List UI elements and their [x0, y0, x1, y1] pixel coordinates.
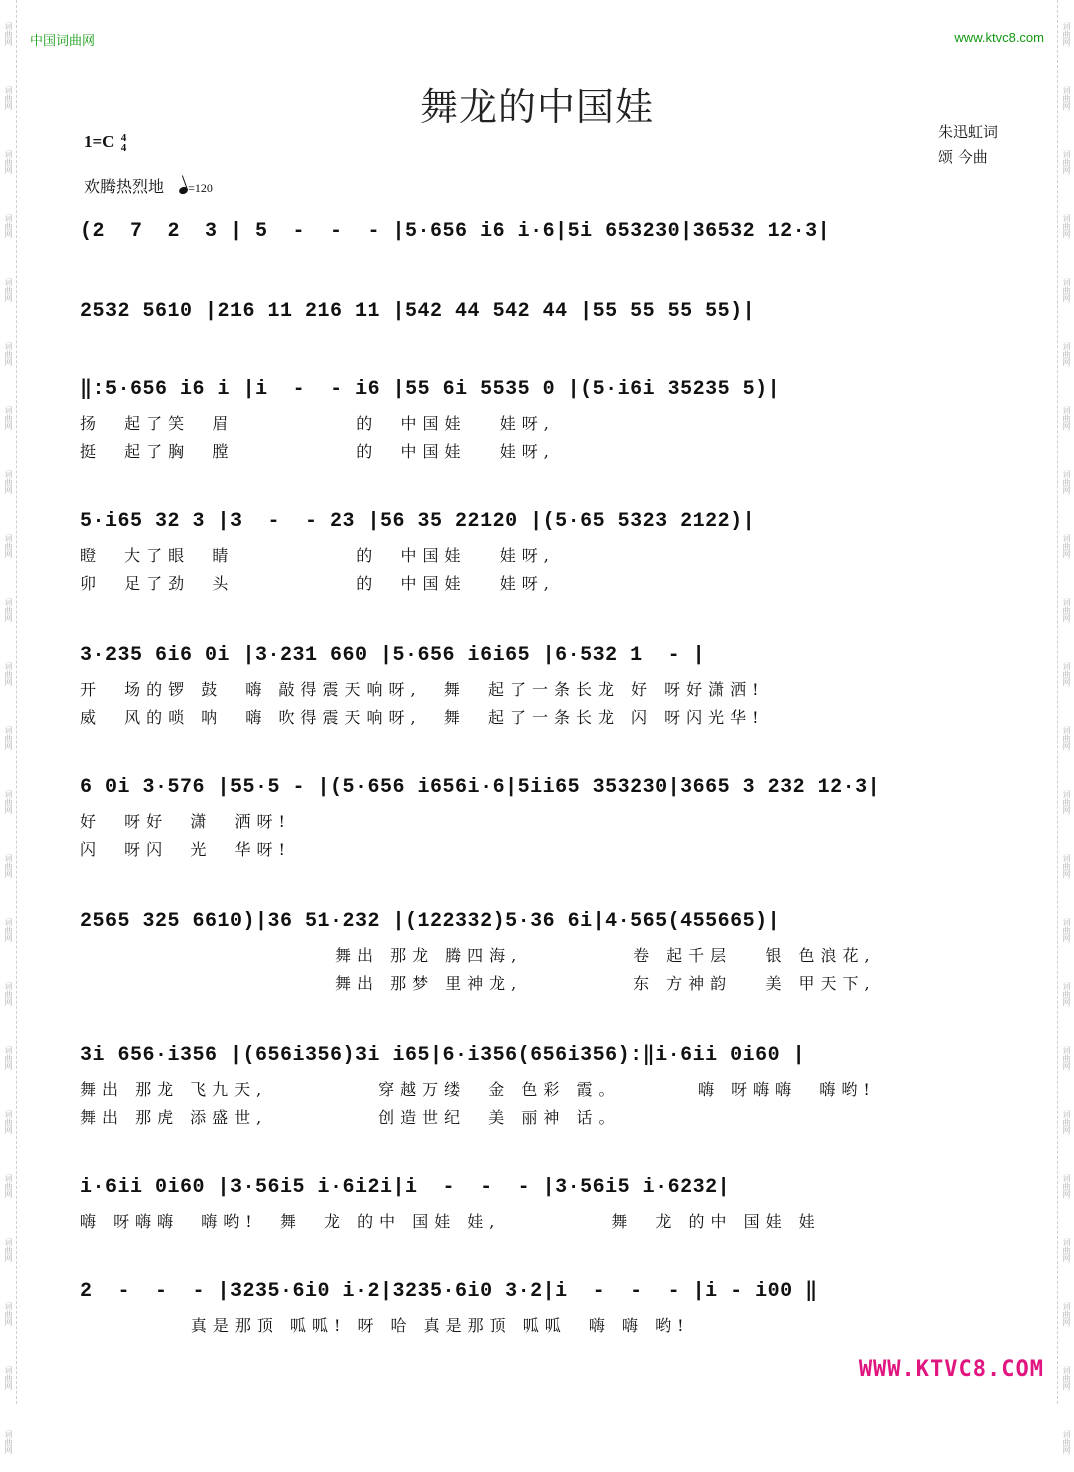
side-watermark-text: 词曲网	[1062, 918, 1071, 942]
side-watermark-text: 词曲网	[1062, 662, 1071, 686]
side-watermark-text: 词曲网	[4, 406, 13, 430]
side-watermark-text: 词曲网	[4, 982, 13, 1006]
side-watermark-text: 词曲网	[4, 662, 13, 686]
side-watermark-text: 词曲网	[1062, 342, 1071, 366]
side-watermark-text: 词曲网	[1062, 278, 1071, 302]
song-title: 舞龙的中国娃	[419, 85, 654, 129]
side-watermark-text: 词曲网	[4, 534, 13, 558]
credits	[938, 120, 998, 170]
side-watermark-text: 词曲网	[4, 1174, 13, 1198]
tempo-value: =120	[188, 181, 213, 195]
score-system	[80, 370, 998, 466]
side-watermark-text: 词曲网	[1062, 1174, 1071, 1198]
side-watermark-text: 词曲网	[4, 598, 13, 622]
lyric-line: 闪 呀闪 光 华呀!	[80, 840, 291, 859]
lyric-line: 威 风的唢 呐 嗨 吹得震天响呀, 舞 起了一条长龙 闪 呀闪光华!	[80, 708, 765, 727]
composer: 颂 今曲	[937, 148, 988, 166]
site-name[interactable]: 中国词曲网	[30, 33, 96, 48]
side-watermark-text: 词曲网	[1062, 726, 1071, 750]
side-watermark-text: 词曲网	[4, 150, 13, 174]
lyric-line: 扬 起了笑 眉 的 中国娃 娃呀,	[80, 414, 555, 433]
notation-line: (2 7 2 3 | 5 - - - |5·656 i6 i·6|5i 653230|36532 12·3|	[80, 220, 831, 243]
lyric-line: 好 呀好 潇 洒呀!	[80, 812, 291, 831]
side-watermark-text: 词曲网	[4, 86, 13, 110]
lyric-line: 舞出 那虎 添盛世, 创造世纪 美 丽神 话。	[80, 1108, 621, 1127]
notation-line: 6 0i 3·576 |55·5 - |(5·656 i656i·6|5ii65 353230|3665 3 232 12·3|	[80, 776, 881, 799]
tempo-text: 欢腾热烈地	[84, 177, 165, 196]
side-watermark-text: 词曲网	[4, 790, 13, 814]
lyric-line: 舞出 那龙 飞九天, 穿越万缕 金 色彩 霞。 嗨 呀嗨嗨 嗨哟!	[80, 1080, 876, 1099]
side-watermark-text: 词曲网	[4, 1366, 13, 1390]
lyric-line: 舞出 那梦 里神龙, 东 方神韵 美 甲天下,	[80, 974, 876, 993]
notation-line: i·6ii 0i60 |3·56i5 i·6i2i|i - - - |3·56i5 i·6232|	[80, 1176, 731, 1199]
score-system	[80, 212, 998, 252]
side-watermark-text: 词曲网	[4, 342, 13, 366]
footer-watermark[interactable]: WWW.KTVC8.COM	[858, 1357, 1044, 1382]
score-system	[80, 1168, 998, 1236]
side-watermark-text: 词曲网	[1062, 1302, 1071, 1326]
score-system	[80, 502, 998, 598]
tempo-marking	[84, 174, 213, 197]
side-watermark-text: 词曲网	[4, 1430, 13, 1454]
key-signature	[84, 132, 126, 153]
score-system	[80, 768, 998, 864]
side-watermark-text: 词曲网	[4, 22, 13, 46]
score-system	[80, 902, 998, 998]
score-system	[80, 636, 998, 732]
lyric-line: 嗨 呀嗨嗨 嗨哟! 舞 龙 的中 国娃 娃, 舞 龙 的中 国娃 娃	[80, 1212, 821, 1231]
side-watermark-text: 词曲网	[4, 1238, 13, 1262]
side-watermark-text: 词曲网	[1062, 1238, 1071, 1262]
lyric-line: 挺 起了胸 膛 的 中国娃 娃呀,	[80, 442, 555, 461]
side-watermark-text: 词曲网	[1062, 214, 1071, 238]
side-watermark-text: 词曲网	[1062, 534, 1071, 558]
side-watermark-text: 词曲网	[4, 1046, 13, 1070]
notation-line: 3·235 6i6 0i |3·231 660 |5·656 i6i65 |6·532 1 - |	[80, 644, 706, 667]
lyricist: 朱迅虹词	[937, 123, 998, 141]
side-watermark-text: 词曲网	[1062, 1430, 1071, 1454]
site-url[interactable]: www.ktvc8.com	[954, 30, 1044, 45]
side-watermark-text: 词曲网	[4, 214, 13, 238]
side-watermark-text: 词曲网	[4, 1110, 13, 1134]
lyric-line: 瞪 大了眼 睛 的 中国娃 娃呀,	[80, 546, 555, 565]
tempo-bpm	[179, 181, 213, 195]
notation-line: 2 - - - |3235·6i0 i·2|3235·6i0 3·2|i - - - |i - i00 ‖	[80, 1280, 818, 1303]
side-watermark-text: 词曲网	[1062, 22, 1071, 46]
notation-line: ‖:5·656 i6 i |i - - i6 |55 6i 5535 0 |(5·i6i 35235 5)|	[80, 378, 781, 401]
score-system	[80, 1036, 998, 1132]
score-system	[80, 1272, 998, 1340]
side-watermark-text: 词曲网	[1062, 1366, 1071, 1390]
side-watermark-text: 词曲网	[4, 918, 13, 942]
side-watermark-text: 词曲网	[1062, 854, 1071, 878]
lyric-line: 真是那顶 呱呱! 呀 哈 真是那顶 呱呱 嗨 嗨 哟!	[80, 1316, 690, 1335]
side-watermark-text: 词曲网	[4, 470, 13, 494]
notation-line: 3i 656·i356 |(656i356)3i i65|6·i356(656i356):‖i·6ii 0i60 |	[80, 1044, 806, 1067]
lyric-line: 卯 足了劲 头 的 中国娃 娃呀,	[80, 574, 555, 593]
key-text: 1=C	[84, 132, 115, 151]
side-watermark-text: 词曲网	[1062, 1110, 1071, 1134]
time-signature	[121, 133, 127, 153]
side-watermark-text: 词曲网	[1062, 406, 1071, 430]
time-sig-top: 4	[120, 132, 127, 145]
time-sig-bottom: 4	[120, 142, 127, 155]
side-watermark-text: 词曲网	[1062, 598, 1071, 622]
side-watermark-text: 词曲网	[1062, 470, 1071, 494]
side-watermark-text: 词曲网	[4, 278, 13, 302]
notation-line: 5·i65 32 3 |3 - - 23 |56 35 22120 |(5·65 5323 2122)|	[80, 510, 756, 533]
notation-line: 2565 325 6610)|36 51·232 |(122332)5·36 6i|4·565(455665)|	[80, 910, 781, 933]
score-system	[80, 292, 998, 332]
side-watermark-text: 词曲网	[1062, 86, 1071, 110]
right-watermark-strip	[1057, 0, 1074, 1454]
side-watermark-text: 词曲网	[1062, 982, 1071, 1006]
side-watermark-text: 词曲网	[1062, 150, 1071, 174]
lyric-line: 舞出 那龙 腾四海, 卷 起千层 银 色浪花,	[80, 946, 876, 965]
left-watermark-strip	[0, 0, 17, 1454]
lyric-line: 开 场的锣 鼓 嗨 敲得震天响呀, 舞 起了一条长龙 好 呀好潇洒!	[80, 680, 765, 699]
notation-line: 2532 5610 |216 11 216 11 |542 44 542 44 |55 55 55 55)|	[80, 300, 756, 323]
side-watermark-text: 词曲网	[4, 726, 13, 750]
side-watermark-text: 词曲网	[1062, 1046, 1071, 1070]
side-watermark-text: 词曲网	[1062, 790, 1071, 814]
side-watermark-text: 词曲网	[4, 854, 13, 878]
side-watermark-text: 词曲网	[4, 1302, 13, 1326]
